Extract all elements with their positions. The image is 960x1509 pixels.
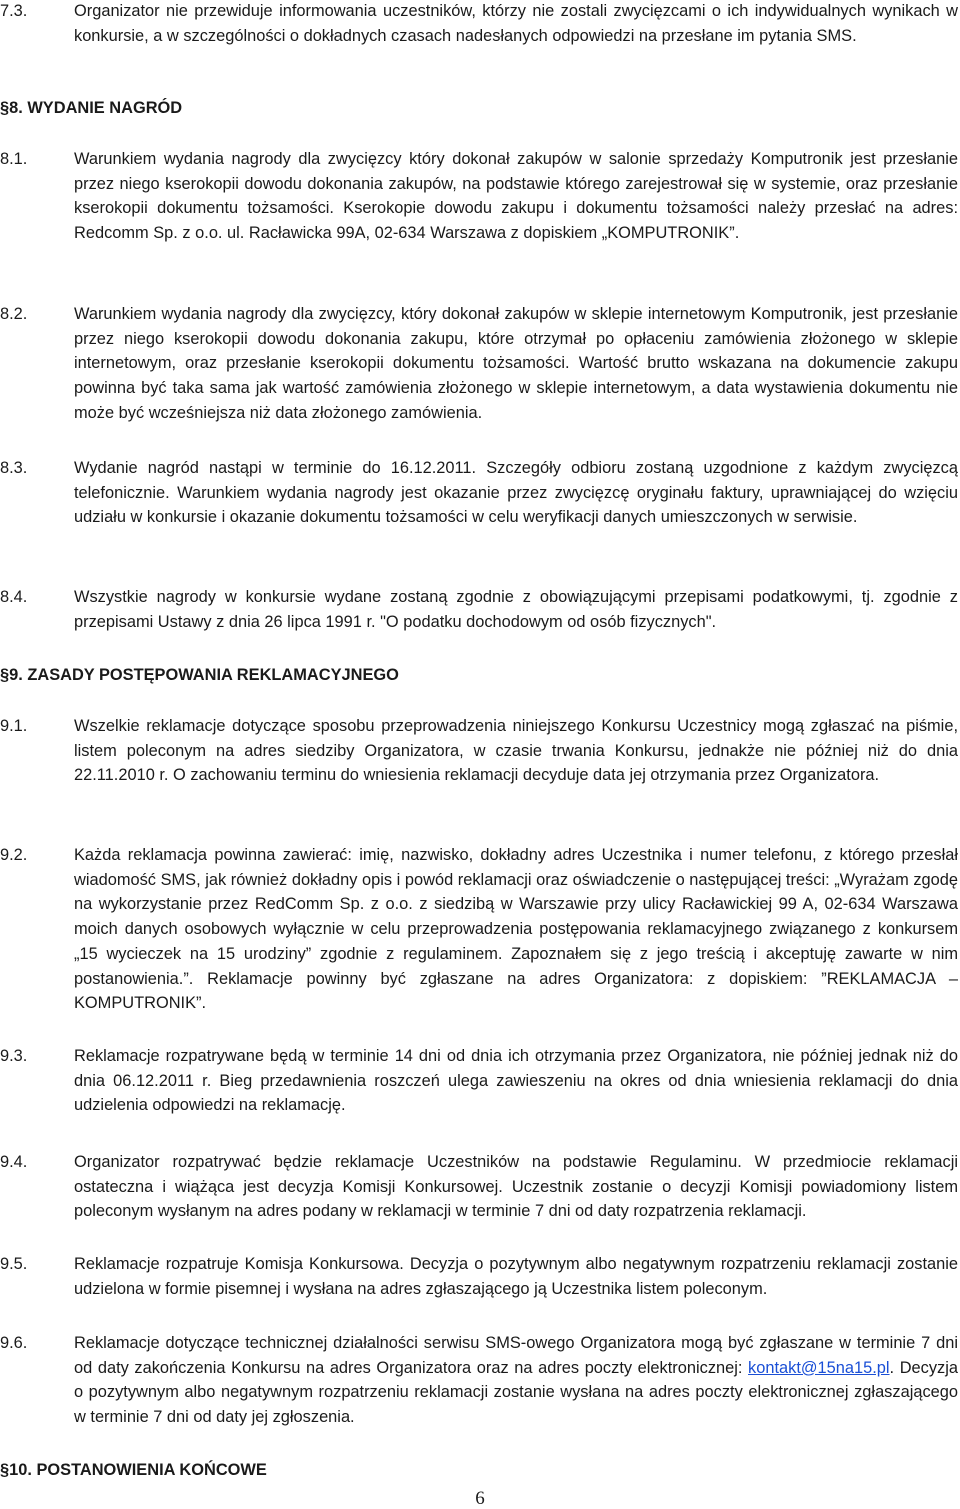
section-number: 9.6. <box>0 1334 28 1352</box>
section-9-2 <box>0 843 960 1016</box>
page-number: 6 <box>475 1488 485 1509</box>
section-text-part: . Decyzja o pozytywnym albo negatywnym rozpatrzeniu reklamacji zostanie wysłana na adres poczty elektronicznej zgłaszającego w terminie 7 dni od daty jej zgłoszenia. <box>74 1358 958 1427</box>
heading-section-8: §8. WYDANIE NAGRÓD <box>0 99 183 117</box>
section-9-3 <box>0 1044 960 1118</box>
section-text: Wszelkie reklamacje dotyczące sposobu przeprowadzenia niniejszego Konkursu Uczestnicy mogą zgłaszać na piśmie, listem poleconym na adres siedziby Organizatora, w czasie trwania Konkursu, jednakże nie później niż do dnia 22.11.2010 r. O zachowaniu terminu do wniesienia reklamacji decyduje data jej otrzymania przez Organizatora. <box>74 717 958 785</box>
section-8-4 <box>0 585 960 634</box>
section-number: 9.2. <box>0 846 28 864</box>
section-9-1 <box>0 714 960 788</box>
section-text: Organizator nie przewiduje informowania uczestników, którzy nie zostali zwycięzcami o ich indywidualnych wynikach w konkursie, a w szczególności o dokładnych czasach nadesłanych odpowiedzi na przesłane im pytania SMS. <box>74 2 958 45</box>
section-text: Organizator rozpatrywać będzie reklamacje Uczestników na podstawie Regulaminu. W przedmiocie reklamacji ostateczna i wiążąca jest decyzja Komisji Konkursowej. Uczestnik zostanie o decyzji Komisji powiadomiony listem poleconym wysłanym na adres podany w reklamacji w terminie 7 dni od daty rozpatrzenia reklamacji. <box>74 1153 958 1221</box>
section-text: Reklamacje rozpatruje Komisja Konkursowa. Decyzja o pozytywnym albo negatywnym rozpatrzeniu reklamacji zostanie udzielona w formie pisemnej i wysłana na adres zgłaszającego ją Uczestnika listem poleconym. <box>74 1255 958 1298</box>
section-number: 9.3. <box>0 1047 28 1065</box>
section-9-6 <box>0 1331 960 1430</box>
section-8-2 <box>0 302 960 426</box>
heading-section-10: §10. POSTANOWIENIA KOŃCOWE <box>0 1461 267 1479</box>
section-number: 8.1. <box>0 150 28 168</box>
section-text: Reklamacje rozpatrywane będą w terminie 14 dni od dnia ich otrzymania przez Organizatora, nie później jednak niż do dnia 06.12.2011 r. Bieg przedawnienia roszczeń ulega zawieszeniu na okres od dnia wniesienia reklamacji do dnia udzielenia odpowiedzi na reklamację. <box>74 1047 958 1115</box>
section-number: 8.2. <box>0 305 28 323</box>
section-number: 8.3. <box>0 459 28 477</box>
section-number: 9.1. <box>0 717 28 735</box>
section-7-3 <box>0 0 960 48</box>
section-number: 8.4. <box>0 588 28 606</box>
section-8-3 <box>0 456 960 530</box>
section-number: 7.3. <box>0 2 28 20</box>
section-text: Wydanie nagród nastąpi w terminie do 16.12.2011. Szczegóły odbioru zostaną uzgodnione z każdym zwycięzcą telefonicznie. Warunkiem wydania nagrody jest okazanie przez zwycięzcę oryginału faktury, uprawniającej do wzięciu udziału w konkursie i okazanie dokumentu tożsamości w celu weryfikacji danych umieszczonych w serwisie. <box>74 459 958 527</box>
section-text: Warunkiem wydania nagrody dla zwycięzcy który dokonał zakupów w salonie sprzedaży Komputronik jest przesłanie przez niego kserokopii dowodu dokonania zakupów, na podstawie którego zarejestrował się w systemie, oraz przesłanie kserokopii dokumentu tożsamości. Kserokopie dowodu zakupu i dokumentu tożsamości należy przesłać na adres: Redcomm Sp. z o.o. ul. Racławicka 99A, 02-634 Warszawa z dopiskiem „KOMPUTRONIK”. <box>74 150 958 243</box>
section-text: Warunkiem wydania nagrody dla zwycięzcy, który dokonał zakupów w sklepie internetowym Komputronik, jest przesłanie przez niego kserokopii dowodu dokonania zakupu, które otrzymał po opłaceniu zamówienia złożonego w sklepie internetowym, oraz przesłanie kserokopii dokumentu tożsamości. Wartość brutto wskazana na dokumencie zakupu powinna być taka sama jak wartość zamówienia złożonego w sklepie internetowym, a data wystawienia dokumentu nie może być wcześniejsza niż data złożonego zamówienia. <box>74 305 958 422</box>
section-text <box>74 1331 958 1430</box>
email-link[interactable]: kontakt@15na15.pl <box>748 1358 890 1377</box>
section-text: Wszystkie nagrody w konkursie wydane zostaną zgodnie z obowiązującymi przepisami podatkowymi, tj. zgodnie z przepisami Ustawy z dnia 26 lipca 1991 r. "O podatku dochodowym od osób fizycznych". <box>74 588 958 631</box>
section-number: 9.4. <box>0 1153 28 1171</box>
section-text: Każda reklamacja powinna zawierać: imię, nazwisko, dokładny adres Uczestnika i numer telefonu, z którego przesłał wiadomość SMS, jak również dokładny opis i powód reklamacji oraz oświadczenie o następującej treści: „Wyrażam zgodę na wykorzystanie przez RedComm Sp. z o.o. z siedzibą w Warszawie przy ulicy Racławickiej 99 A, 02-634 Warszawa moich danych osobowych wyłącznie w celu przeprowadzenia postępowania reklamacyjnego związanego z konkursem „15 wycieczek na 15 urodziny” zgodnie z regulaminem. Zapoznałem się z jego treścią i akceptuję zawarte w nim postanowienia.”. Reklamacje powinny być zgłaszane na adres Organizatora: z dopiskiem: ”REKLAMACJA – KOMPUTRONIK”. <box>74 846 958 1013</box>
section-8-1 <box>0 147 960 246</box>
heading-section-9: §9. ZASADY POSTĘPOWANIA REKLAMACYJNEGO <box>0 666 399 684</box>
section-9-5 <box>0 1252 960 1301</box>
section-9-4 <box>0 1150 960 1224</box>
section-number: 9.5. <box>0 1255 28 1273</box>
section-text-part: Reklamacje dotyczące technicznej działalności serwisu SMS-owego Organizatora mogą być zgłaszane w terminie 7 dni od daty zakończenia Konkursu na adres Organizatora oraz na adres poczty elektronicznej: <box>74 1334 958 1377</box>
